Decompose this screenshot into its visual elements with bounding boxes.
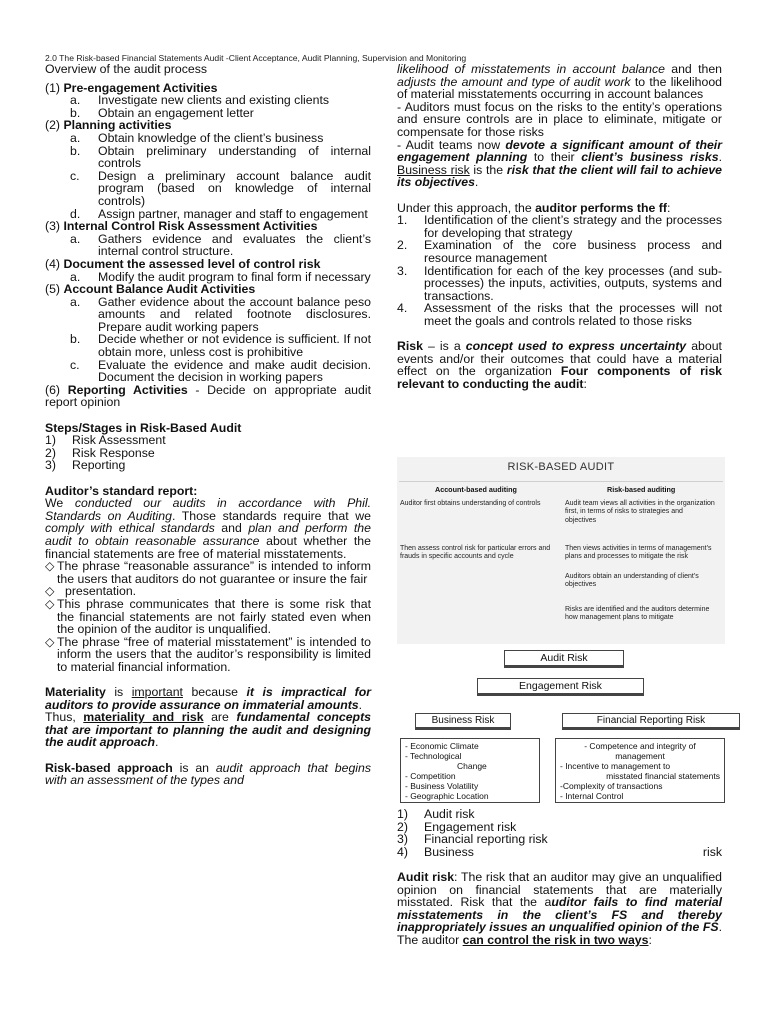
risk-based-approach-paragraph: Risk-based approach is an audit approach that begins with an assessment of the types and: [45, 760, 372, 788]
diamond-bullet-icon: ◇: [45, 596, 55, 611]
list-item: c. Design a preliminary account balance audit program (based on knowledge of internal controls): [70, 168, 371, 208]
bullet-item: ◇ This phrase communicates that there is some risk that the financial statements are not fairly stated even when the opinion of the auditor is unqualified.: [45, 596, 371, 637]
section-1-heading: (1) Pre-engagement Activities: [45, 80, 218, 95]
list-item: 2) Engagement risk: [397, 819, 517, 834]
under-approach-paragraph: Under this approach, the auditor performs the ff:: [397, 200, 671, 215]
risk-step-4: Risks are identified and the auditors determine how management plans to mitigate: [565, 606, 710, 622]
list-item: 1) Audit risk: [397, 807, 475, 821]
list-item: b. Obtain an engagement letter: [70, 105, 254, 120]
audit-risk-box: Audit Risk: [504, 650, 624, 668]
list-item: - Economic Climate: [405, 741, 479, 751]
list-item: 2. Examination of the core business process and resource management: [397, 238, 722, 265]
page-header: 2.0 The Risk-based Financial Statements Audit -Client Acceptance, Audit Planning, Supervision and Monitoring: [45, 53, 467, 63]
materiality-paragraph: Materiality is important because it is impractical for auditors to provide assurance on immaterial amounts.: [45, 685, 372, 712]
figure-comparison-panel: [397, 457, 725, 644]
list-item: b. Decide whether or not evidence is sufficient. If not obtain more, unless cost is prohibitive: [70, 332, 371, 360]
list-item: 3) Reporting: [45, 458, 126, 473]
account-based-heading: Account-based auditing: [435, 485, 517, 494]
section-2-heading: (2) Planning activities: [45, 118, 172, 133]
left-column: [45, 63, 371, 787]
list-item: 2) Risk Response: [45, 445, 155, 460]
standard-report-text: We conducted our audits in accordance with Phil. Standards on Auditing. Those standards require that we comply with ethical standards and plan and perform the audit to obtain reasonable assurance about whether the financial statements are free of material misstatements.: [45, 496, 371, 561]
diamond-bullet-icon: ◇: [45, 634, 55, 649]
engagement-risk-box: Engagement Risk: [477, 678, 644, 696]
approach-continued-paragraph: likelihood of misstatements in account balance and then adjusts the amount and type of audit work to the likelihood of material misstatements occurring in account balances: [397, 62, 722, 102]
list-item: - Competition: [405, 771, 456, 781]
steps-heading: Steps/Stages in Risk-Based Audit: [45, 420, 242, 435]
list-item: a. Gathers evidence and evaluates the client’s internal control structure.: [70, 231, 371, 259]
bullet-item: ◇ The phrase “free of material misstatement” is intended to inform the users that the auditor’s responsibility is limited to material financial information.: [45, 634, 371, 674]
list-item: - Geographic Location: [405, 791, 489, 801]
bullet-item: ◇ The phrase “reasonable assurance” is intended to inform the users that auditors do not guarantee or insure the fair: [45, 559, 371, 586]
list-item: a. Modify the audit program to final form if necessary: [70, 269, 371, 284]
list-item: b. Obtain preliminary understanding of internal controls: [70, 143, 371, 171]
list-item: 1) Risk Assessment: [45, 433, 166, 448]
overview-heading: Overview of the audit process: [45, 62, 207, 76]
business-risk-factors: [400, 738, 540, 803]
list-item: Change: [457, 761, 487, 771]
list-item: - Competence and integrity of: [584, 741, 696, 751]
account-step-2: Then assess control risk for particular errors and frauds in specific accounts and cycle: [400, 545, 551, 561]
focus-paragraph: - Auditors must focus on the risks to the entity’s operations and ensure controls are in place to eliminate, mitigate or compensate for those risks: [397, 99, 722, 139]
right-column-bottom: [397, 808, 722, 947]
risk-step-1: Audit team views all activities in the organization first, in terms of risks to strategies and objectives: [565, 500, 715, 524]
list-item: a. Investigate new clients and existing clients: [70, 93, 330, 108]
audit-teams-paragraph: - Audit teams now devote a significant amount of their engagement planning to their client’s business risks. Business risk is the risk that the client will fail to achieve its objectives.: [397, 137, 723, 190]
risk-definition-paragraph: Risk – is a concept used to express uncertainty about events and/or their outcomes that could have a material effect on the organization Four components of risk relevant to conducting the audit:: [397, 339, 722, 391]
business-risk-box: Business Risk: [415, 713, 511, 730]
list-item: 4. Assessment of the risks that the processes will not meet the goals and controls related to those risks: [397, 301, 722, 328]
section-5-heading: (5) Account Balance Audit Activities: [45, 282, 256, 297]
list-item: 4) Business risk: [397, 844, 722, 859]
diamond-bullet-icon: ◇: [45, 584, 55, 599]
section-3-heading: (3) Internal Control Risk Assessment Activities: [45, 219, 318, 234]
list-item: -Complexity of transactions: [560, 781, 663, 791]
right-column: [397, 63, 722, 390]
list-item: a. Gather evidence about the account balance peso amounts and related footnote disclosures. Prepare audit working papers: [70, 294, 371, 334]
risk-step-3: Auditors obtain an understanding of client’s objectives: [565, 573, 699, 589]
list-item: a. Obtain knowledge of the client’s business: [70, 130, 324, 145]
financial-reporting-risk-factors: [555, 738, 725, 803]
bullet-item: ◇ presentation.: [45, 584, 137, 599]
risk-based-heading: Risk-based auditing: [607, 485, 676, 494]
figure-title: RISK-BASED AUDIT: [507, 461, 615, 473]
account-step-1: Auditor first obtains understanding of controls: [400, 500, 541, 507]
list-item: 3. Identification for each of the key processes (and sub-processes) the inputs, activities, outputs, systems and transactions.: [397, 263, 722, 303]
list-item: d. Assign partner, manager and staff to engagement: [70, 206, 368, 221]
list-item: 1. Identification of the client’s strategy and the processes for developing that strategy: [397, 213, 722, 240]
thus-paragraph: Thus, materiality and risk are fundamental concepts that are important to planning the audit and designing the audit approach.: [45, 710, 371, 750]
section-4-heading: (4) Document the assessed level of control risk: [45, 256, 321, 271]
list-item: - Incentive to management to: [560, 761, 671, 771]
section-6-heading: (6) Reporting Activities - Decide on appropriate audit report opinion: [45, 382, 372, 410]
standard-report-heading: Auditor’s standard report:: [45, 483, 198, 498]
list-item: - Business Volatility: [405, 781, 479, 791]
list-item: - Technological: [405, 751, 462, 761]
list-item: - Internal Control: [560, 791, 624, 801]
risk-based-audit-figure: [397, 457, 725, 809]
risk-step-2: Then views activities in terms of management’s plans and processes to mitigate the risk: [565, 545, 712, 561]
list-item: c. Evaluate the evidence and make audit decision. Document the decision in working papers: [70, 357, 371, 385]
audit-risk-paragraph: Audit risk: The risk that an auditor may give an unqualified opinion on financial statements that are materially misstated. Risk that the auditor fails to find material misstatements in the client’s FS and thereby inappropriately issues an unqualified opinion of the FS. The auditor can control the risk in two ways:: [397, 869, 722, 947]
diamond-bullet-icon: ◇: [45, 559, 55, 574]
figure-divider: [399, 481, 723, 482]
list-item: misstated financial statements: [606, 771, 720, 781]
financial-reporting-risk-box: Financial Reporting Risk: [562, 713, 740, 730]
list-item: 3) Financial reporting risk: [397, 832, 548, 847]
list-item: management: [615, 751, 665, 761]
